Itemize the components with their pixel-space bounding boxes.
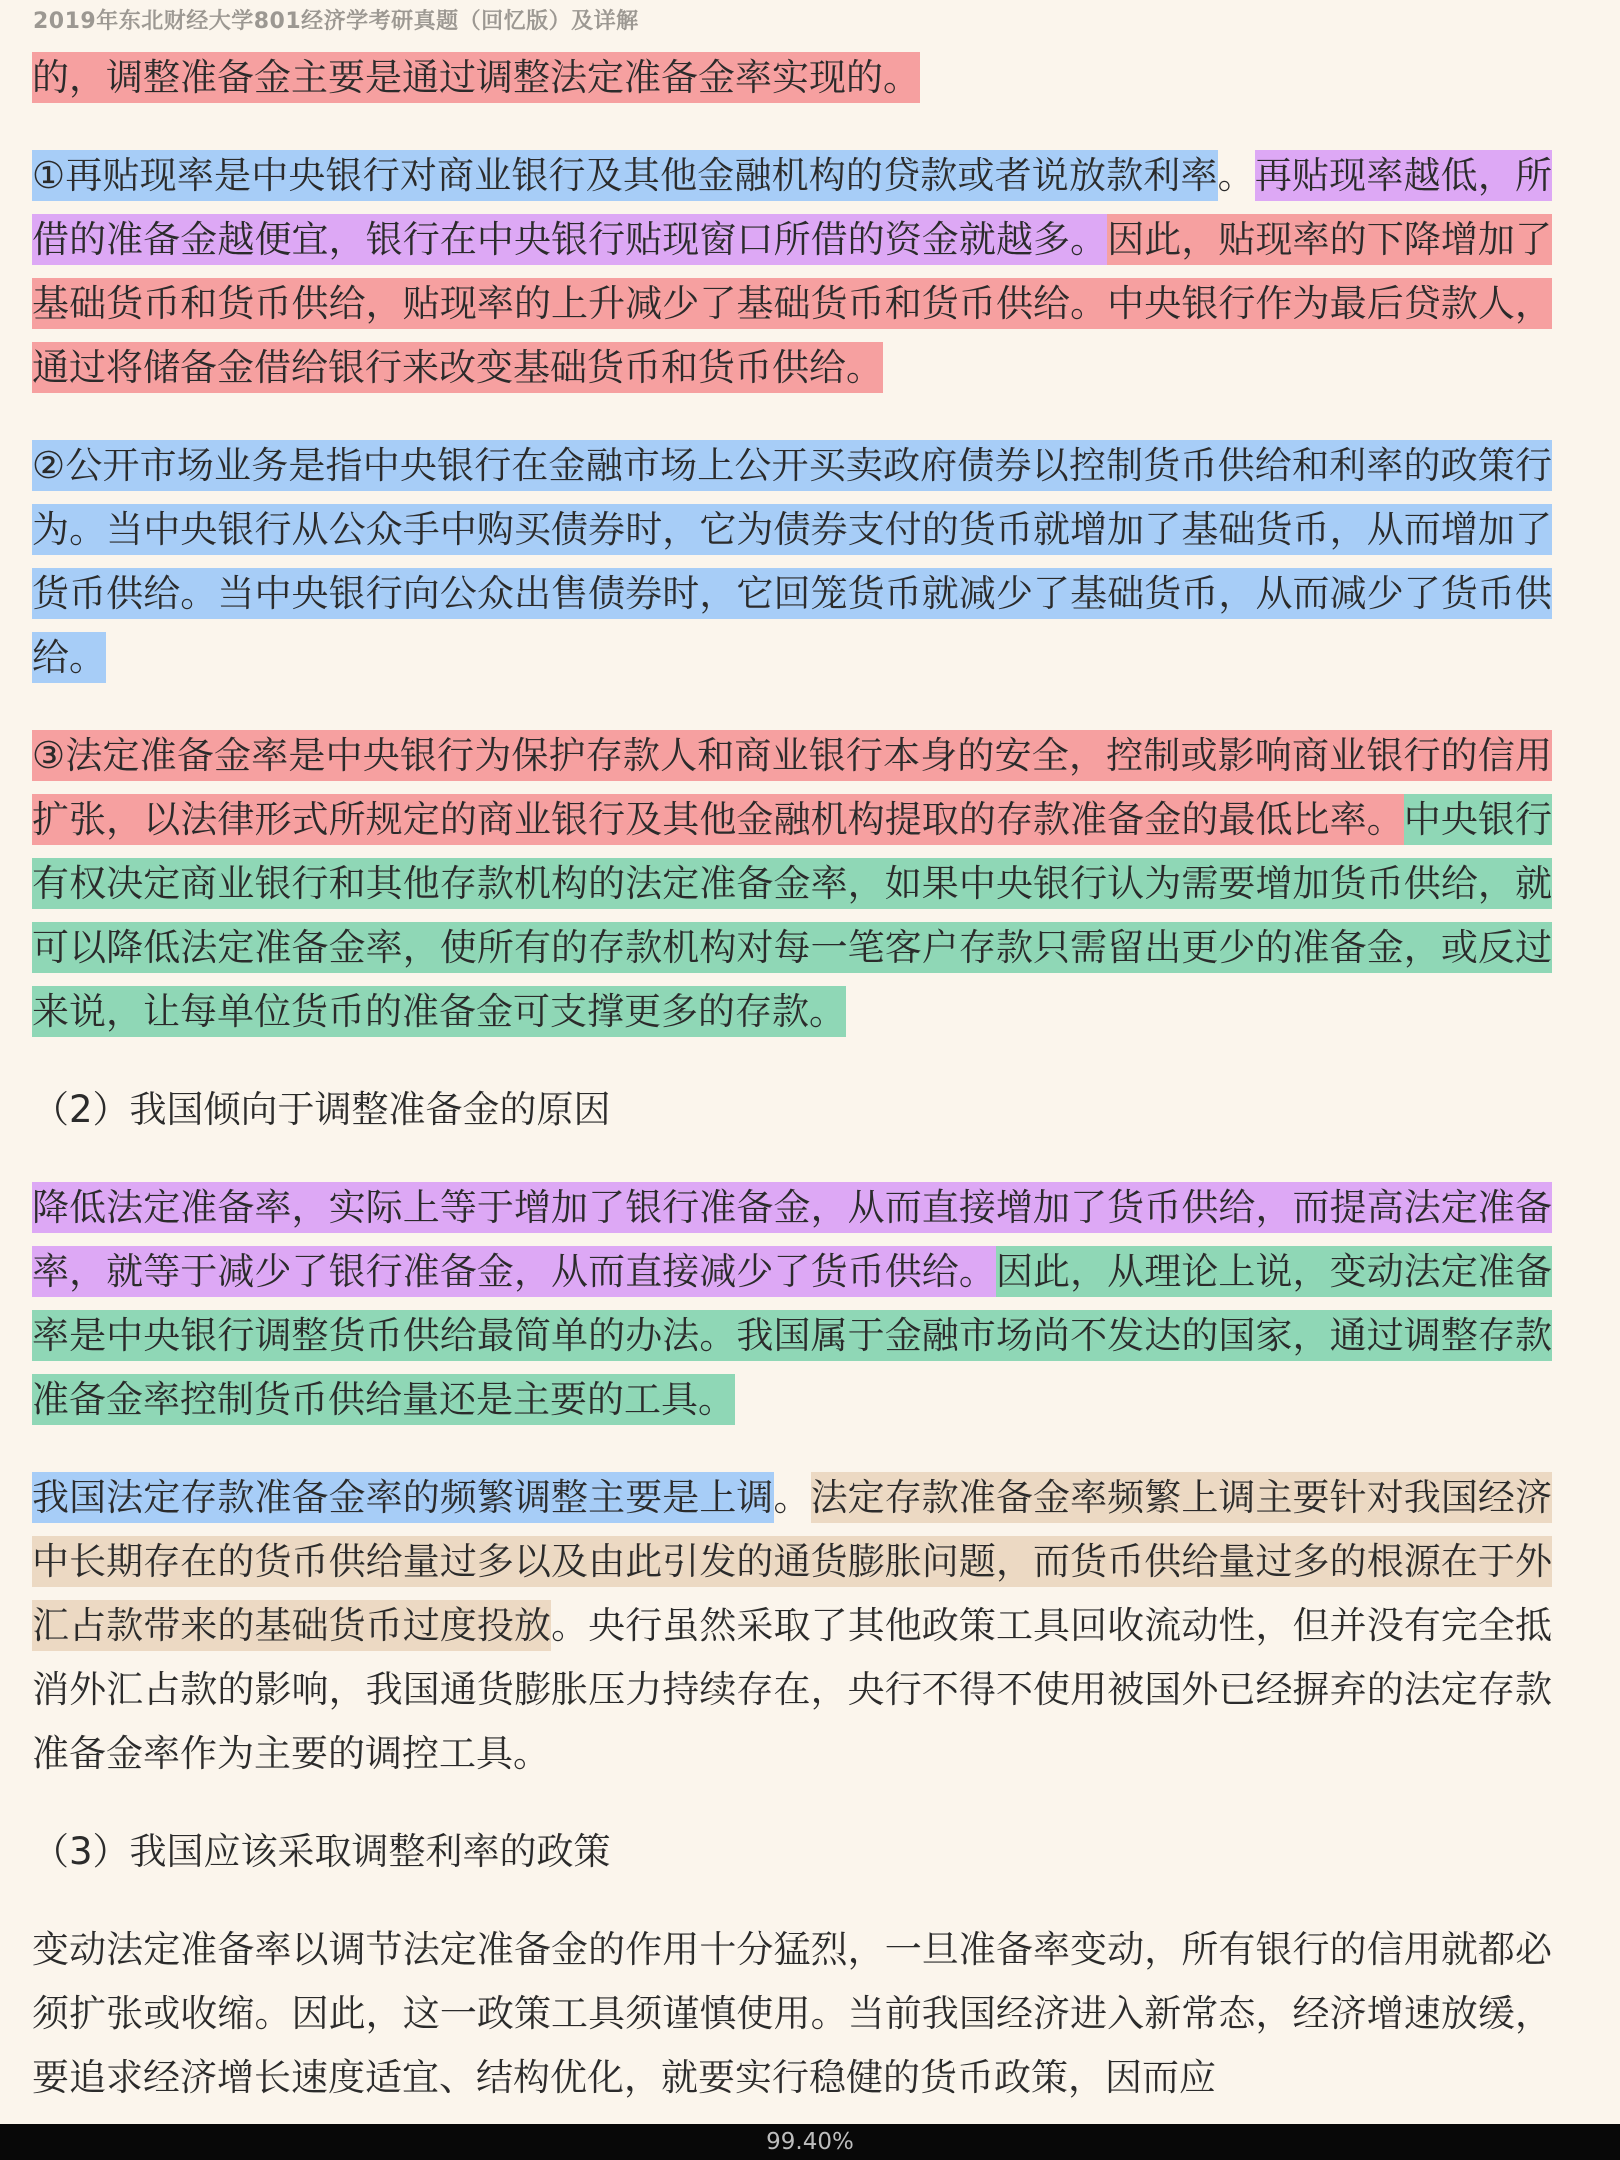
highlight-red[interactable]: 的，调整准备金主要是通过调整法定准备金率实现的。 xyxy=(32,52,920,103)
highlight-green[interactable]: 中央银行有权决定商业银行和其他存款机构的法定准备金率，如果中央银行认为需要增加货币供给，就可以降低法定准备金率，使所有的存款机构对每一笔客户存款只需留出更少的准备金，或反过来说，让每单位货币的准备金可支撑更多的存款。 xyxy=(32,794,1552,1037)
text-segment: 。 xyxy=(1217,154,1255,197)
highlight-tan[interactable]: 法定存款准备金率频繁上调主要针对我国经济中长期存在的货币供给量过多以及由此引发的通货膨胀问题，而货币供给量过多的根源在于外汇占款带来的基础货币过度投放 xyxy=(32,1472,1552,1651)
text-segment: 。 xyxy=(773,1476,811,1519)
highlight-blue[interactable]: 我国法定存款准备金率的频繁调整主要是上调 xyxy=(32,1472,774,1523)
highlight-green[interactable]: 因此，从理论上说，变动法定准备率是中央银行调整货币供给最简单的办法。我国属于金融市场尚不发达的国家，通过调整存款准备金率控制货币供给量还是主要的工具。 xyxy=(32,1246,1552,1425)
highlight-purple[interactable]: 再贴现率越低，所借的准备金越便宜，银行在中央银行贴现窗口所借的资金就越多。 xyxy=(32,150,1552,265)
document-title-header: 2019年东北财经大学801经济学考研真题（回忆版）及详解 xyxy=(33,9,639,34)
paragraph xyxy=(32,1918,1552,2110)
section-heading xyxy=(32,1078,1552,1142)
text-segment: 。央行虽然采取了其他政策工具回收流动性，但并没有完全抵消外汇占款的影响，我国通货膨胀压力持续存在，央行不得不使用被国外已经摒弃的法定存款准备金率作为主要的调控工具。 xyxy=(32,1604,1553,1775)
text-segment: （2）我国倾向于调整准备金的原因 xyxy=(32,1088,611,1131)
paragraph xyxy=(32,724,1552,1044)
reading-progress-bar xyxy=(0,2124,1620,2160)
paragraph xyxy=(32,1466,1552,1786)
text-segment: 变动法定准备率以调节法定准备金的作用十分猛烈，一旦准备率变动，所有银行的信用就都必须扩张或收缩。因此，这一政策工具须谨慎使用。当前我国经济进入新常态，经济增速放缓，要追求经济增长速度适宜、结构优化，就要实行稳健的货币政策，因而应 xyxy=(32,1928,1552,2099)
highlight-red[interactable]: ③法定准备金率是中央银行为保护存款人和商业银行本身的安全，控制或影响商业银行的信用扩张，以法律形式所规定的商业银行及其他金融机构提取的存款准备金的最低比率。 xyxy=(32,730,1552,845)
reading-content xyxy=(32,46,1552,2144)
paragraph xyxy=(32,46,1552,110)
paragraph xyxy=(32,1176,1552,1432)
highlight-blue[interactable]: ②公开市场业务是指中央银行在金融市场上公开买卖政府债券以控制货币供给和利率的政策行为。当中央银行从公众手中购买债券时，它为债券支付的货币就增加了基础货币，从而增加了货币供给。当中央银行向公众出售债券时，它回笼货币就减少了基础货币，从而减少了货币供给。 xyxy=(32,440,1552,683)
section-heading xyxy=(32,1820,1552,1884)
paragraph xyxy=(32,434,1552,690)
highlight-blue[interactable]: ①再贴现率是中央银行对商业银行及其他金融机构的贷款或者说放款利率 xyxy=(32,150,1218,201)
highlight-red[interactable]: 因此，贴现率的下降增加了基础货币和货币供给，贴现率的上升减少了基础货币和货币供给。中央银行作为最后贷款人，通过将储备金借给银行来改变基础货币和货币供给。 xyxy=(32,214,1552,393)
text-segment: （3）我国应该采取调整利率的政策 xyxy=(32,1830,611,1873)
progress-percentage: 99.40% xyxy=(766,2129,854,2155)
highlight-purple[interactable]: 降低法定准备率，实际上等于增加了银行准备金，从而直接增加了货币供给，而提高法定准备率，就等于减少了银行准备金，从而直接减少了货币供给。 xyxy=(32,1182,1552,1297)
paragraph xyxy=(32,144,1552,400)
